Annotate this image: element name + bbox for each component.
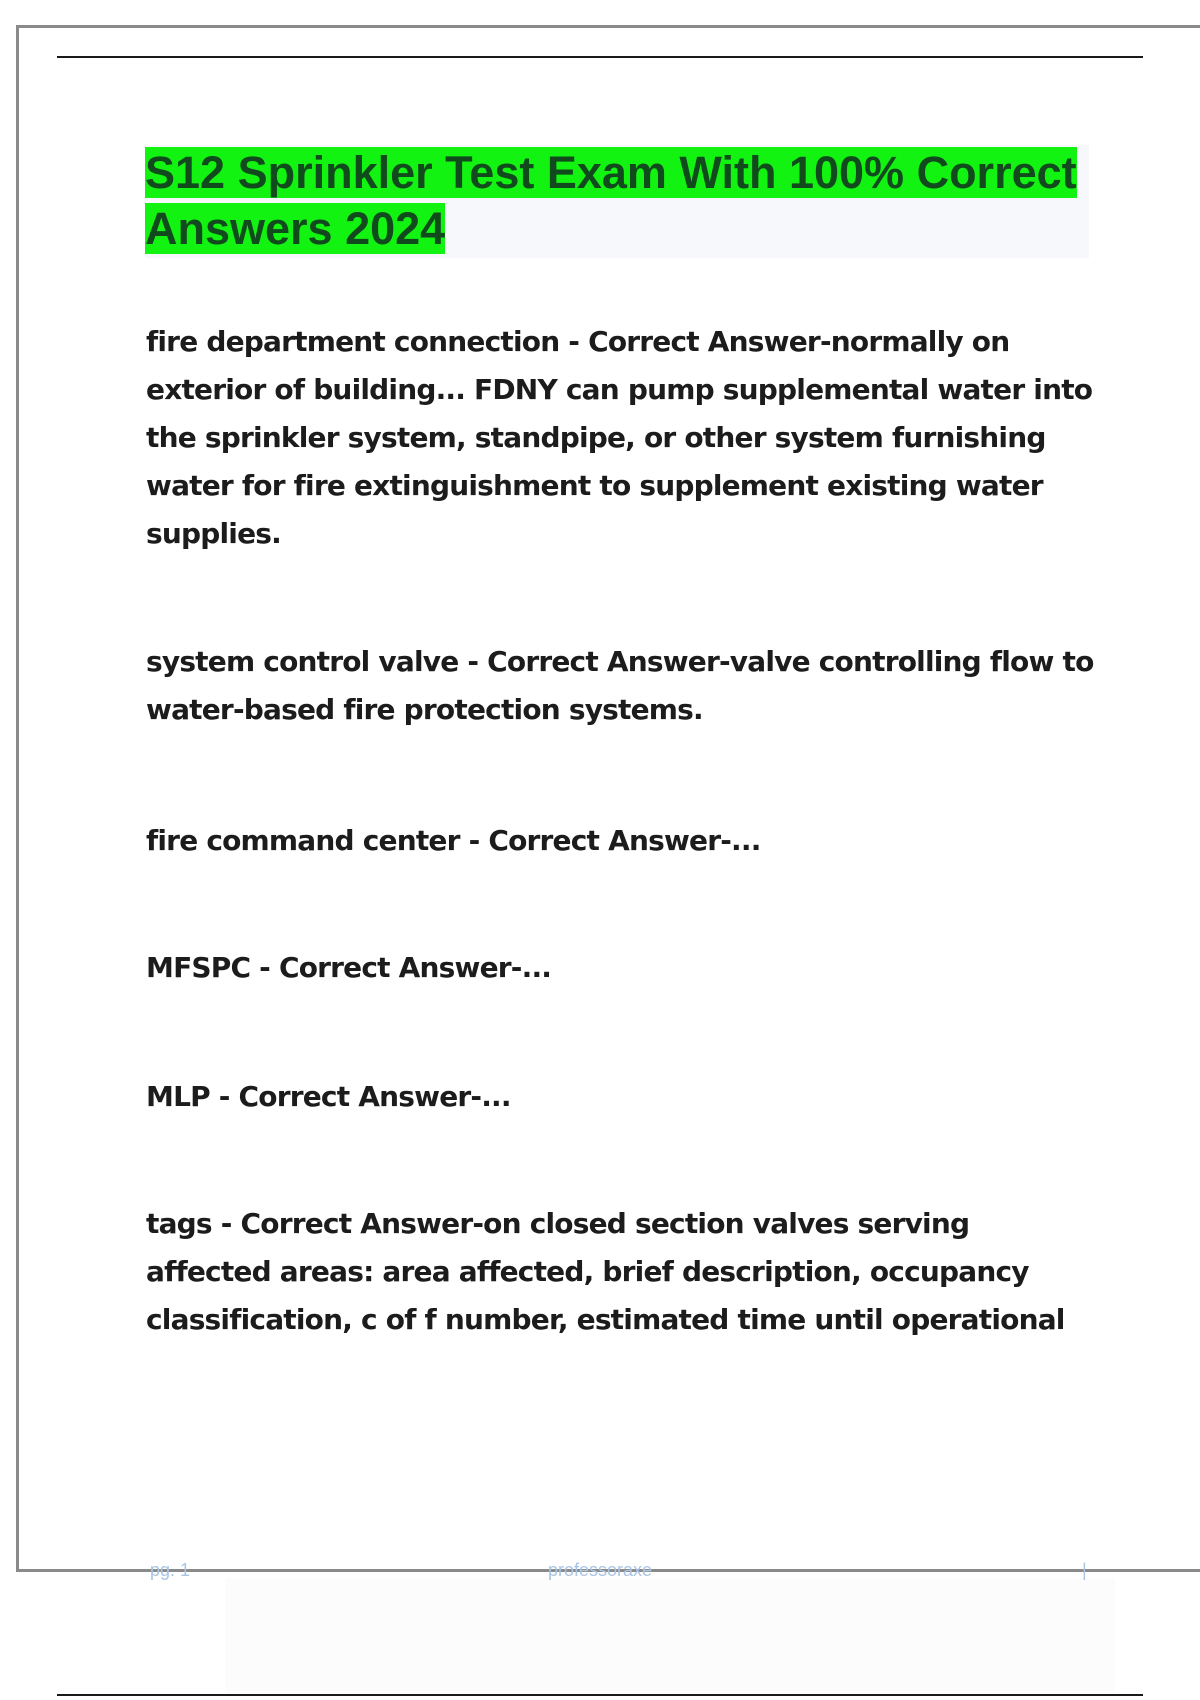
footer-page-number: pg. 1 bbox=[150, 1560, 191, 1580]
qa-entry-fire-department-connection: fire department connection - Correct Answer-normally on exterior of building... FDNY can pump supplemental water into the sprinkler system, standpipe, or other system furnishing water for fire extinguishment to supplement existing water supplies. bbox=[146, 325, 1093, 550]
footer-author: professoraxe bbox=[548, 1560, 653, 1580]
header-rule bbox=[57, 56, 1143, 58]
footer-band bbox=[225, 1578, 1115, 1693]
qa-entry-tags: tags - Correct Answer-on closed section valves serving affected areas: area affected, brief description, occupancy classification, c of f number, estimated time until operational bbox=[146, 1207, 1065, 1336]
document-title bbox=[145, 145, 1089, 257]
footer-rule bbox=[57, 1694, 1143, 1696]
qa-entry-fire-command-center: fire command center - Correct Answer-... bbox=[146, 824, 761, 857]
footer-separator: | bbox=[1082, 1560, 1087, 1580]
qa-entry-mfspc: MFSPC - Correct Answer-... bbox=[146, 951, 552, 984]
title-block bbox=[145, 145, 1089, 258]
qa-entry-mlp: MLP - Correct Answer-... bbox=[146, 1080, 511, 1113]
qa-entry-system-control-valve: system control valve - Correct Answer-valve controlling flow to water-based fire protection systems. bbox=[146, 645, 1094, 726]
title-highlight: S12 Sprinkler Test Exam With 100% Correct Answers 2024 bbox=[145, 147, 1077, 254]
